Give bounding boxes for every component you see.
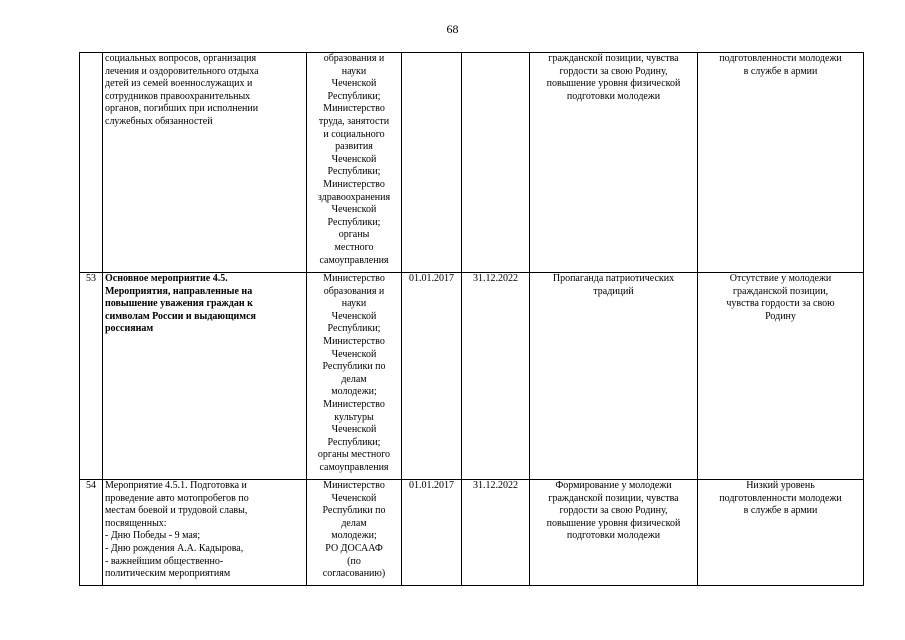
expected-result-cell-line: повышение уровня физической bbox=[546, 517, 681, 529]
activity-name-cell-line: детей из семей военнослужащих и bbox=[105, 78, 253, 90]
executor-cell-line: молодежи; bbox=[331, 530, 377, 542]
executor-cell-line: Чеченской bbox=[331, 348, 377, 360]
executor-cell-line: (по bbox=[347, 555, 361, 567]
risk-cell bbox=[698, 273, 864, 480]
end-date-cell-text: 31.12.2022 bbox=[473, 273, 518, 284]
executor-cell-line: развития bbox=[335, 141, 373, 153]
end-date-cell bbox=[462, 480, 530, 586]
executor-cell-line: Министерство bbox=[323, 178, 385, 190]
executor-cell-line: Республики; bbox=[327, 166, 381, 178]
executor-cell-line: Чеченской bbox=[331, 153, 377, 165]
risk-cell-line: Отсутствие у молодежи bbox=[729, 273, 832, 284]
expected-result-cell bbox=[530, 273, 698, 480]
executor-cell-line: Республики; bbox=[327, 216, 381, 228]
executor-cell-line: образования и bbox=[323, 53, 385, 64]
expected-result-cell-line: гражданской позиции, чувства bbox=[548, 53, 679, 64]
activity-name-cell-line: лечения и оздоровительного отдыха bbox=[105, 65, 259, 77]
expected-result-cell-line: Пропаганда патриотических bbox=[552, 273, 675, 284]
activity-name-cell bbox=[103, 53, 307, 273]
activity-name-cell-line: Основное мероприятие 4.5. bbox=[105, 273, 228, 284]
executor-cell-line: образования и bbox=[323, 285, 385, 297]
executor-cell-line: Чеченской bbox=[331, 492, 377, 504]
executor-cell-line: местного bbox=[334, 241, 374, 253]
end-date-cell-text: 31.12.2022 bbox=[473, 480, 518, 491]
risk-cell-line: подготовленности молодежи bbox=[719, 492, 842, 504]
activity-name-cell-line: - Дню Победы - 9 мая; bbox=[105, 530, 201, 542]
executor-cell-line: Министерство bbox=[323, 480, 385, 491]
executor-cell-line: культуры bbox=[334, 411, 374, 423]
activity-name-cell-line: - важнейшим общественно- bbox=[105, 555, 224, 567]
expected-result-cell-line: традиций bbox=[593, 285, 634, 297]
executor-cell-line: Чеченской bbox=[331, 78, 377, 90]
executor-cell-line: Республики; bbox=[327, 90, 381, 102]
executor-cell-line: самоуправления bbox=[319, 254, 389, 266]
risk-cell-line: гражданской позиции, bbox=[732, 285, 829, 297]
executor-cell-line: делам bbox=[341, 373, 367, 385]
activity-name-cell-line: повышение уважения граждан к bbox=[105, 298, 253, 310]
risk-cell-line: подготовленности молодежи bbox=[719, 53, 842, 64]
start-date-cell-text: 01.01.2017 bbox=[409, 273, 454, 284]
executor-cell-line: Чеченской bbox=[331, 204, 377, 216]
executor-cell-line: Министерство bbox=[323, 398, 385, 410]
activity-name-cell bbox=[103, 480, 307, 586]
start-date-cell-text: 01.01.2017 bbox=[409, 480, 454, 491]
start-date-cell bbox=[402, 480, 462, 586]
table-row bbox=[80, 480, 864, 586]
risk-cell-line: чувства гордости за свою bbox=[726, 298, 835, 310]
row-number-cell-text: 54 bbox=[86, 480, 96, 491]
table-row bbox=[80, 53, 864, 273]
activity-name-cell-line: органов, погибших при исполнении bbox=[105, 103, 259, 115]
executor-cell-line: и социального bbox=[323, 128, 385, 140]
row-number-cell bbox=[80, 480, 103, 586]
activity-name-cell-line: служебных обязанностей bbox=[105, 115, 213, 127]
activity-name-cell-line: политическим мероприятиям bbox=[105, 568, 231, 580]
start-date-cell bbox=[402, 53, 462, 273]
expected-result-cell-line: повышение уровня физической bbox=[546, 78, 681, 90]
activity-name-cell-line: посвященных: bbox=[105, 517, 167, 529]
expected-result-cell-line: гражданской позиции, чувства bbox=[548, 492, 679, 504]
executor-cell-line: Республики; bbox=[327, 323, 381, 335]
risk-cell-line: Низкий уровень bbox=[746, 480, 815, 491]
activity-name-cell-line: Мероприятия, направленные на bbox=[105, 285, 253, 297]
risk-cell bbox=[698, 53, 864, 273]
program-table bbox=[79, 52, 864, 586]
activity-name-cell bbox=[103, 273, 307, 480]
end-date-cell bbox=[462, 53, 530, 273]
executor-cell-line: науки bbox=[341, 298, 367, 310]
expected-result-cell-line: подготовки молодежи bbox=[566, 90, 661, 102]
expected-result-cell-line: гордости за свою Родину, bbox=[559, 505, 668, 517]
table-row bbox=[80, 273, 864, 480]
executor-cell bbox=[307, 53, 402, 273]
expected-result-cell-line: Формирование у молодежи bbox=[555, 480, 672, 491]
page-number: 68 bbox=[446, 22, 459, 36]
risk-cell-line: в службе в армии bbox=[743, 505, 818, 517]
executor-cell-line: науки bbox=[341, 65, 367, 77]
executor-cell-line: Министерство bbox=[323, 335, 385, 347]
expected-result-cell bbox=[530, 53, 698, 273]
executor-cell-line: Министерство bbox=[323, 273, 385, 284]
activity-name-cell-line: проведение авто мотопробегов по bbox=[105, 492, 249, 504]
activity-name-cell-line: Мероприятие 4.5.1. Подготовка и bbox=[105, 480, 247, 491]
executor-cell-line: делам bbox=[341, 517, 367, 529]
executor-cell-line: согласованию) bbox=[322, 568, 386, 580]
table-body bbox=[80, 53, 864, 586]
risk-cell-line: Родину bbox=[765, 310, 796, 322]
executor-cell-line: здравоохранения bbox=[317, 191, 391, 203]
risk-cell-line: в службе в армии bbox=[743, 65, 818, 77]
executor-cell-line: РО ДОСААФ bbox=[325, 542, 383, 554]
executor-cell-line: самоуправления bbox=[319, 461, 389, 473]
executor-cell-line: органы bbox=[338, 229, 370, 241]
executor-cell-line: труда, занятости bbox=[318, 115, 390, 127]
executor-cell-line: органы местного bbox=[317, 449, 391, 461]
activity-name-cell-line: символам России и выдающимся bbox=[105, 310, 256, 322]
executor-cell-line: Чеченской bbox=[331, 424, 377, 436]
executor-cell-line: Республики по bbox=[322, 361, 386, 373]
expected-result-cell-line: подготовки молодежи bbox=[566, 530, 661, 542]
expected-result-cell bbox=[530, 480, 698, 586]
activity-name-cell-line: сотрудников правоохранительных bbox=[105, 90, 251, 102]
row-number-cell bbox=[80, 273, 103, 480]
executor-cell-line: молодежи; bbox=[331, 386, 377, 398]
risk-cell bbox=[698, 480, 864, 586]
start-date-cell bbox=[402, 273, 462, 480]
executor-cell-line: Республики; bbox=[327, 436, 381, 448]
activity-name-cell-line: социальных вопросов, организация bbox=[105, 53, 257, 64]
activity-name-cell-line: россиянам bbox=[105, 323, 154, 335]
executor-cell-line: Чеченской bbox=[331, 310, 377, 322]
executor-cell bbox=[307, 480, 402, 586]
row-number-cell-text: 53 bbox=[86, 273, 96, 284]
end-date-cell bbox=[462, 273, 530, 480]
row-number-cell bbox=[80, 53, 103, 273]
expected-result-cell-line: гордости за свою Родину, bbox=[559, 65, 668, 77]
activity-name-cell-line: - Дню рождения А.А. Кадырова, bbox=[105, 542, 244, 554]
executor-cell-line: Республики по bbox=[322, 505, 386, 517]
executor-cell bbox=[307, 273, 402, 480]
executor-cell-line: Министерство bbox=[323, 103, 385, 115]
activity-name-cell-line: местам боевой и трудовой славы, bbox=[105, 505, 248, 517]
